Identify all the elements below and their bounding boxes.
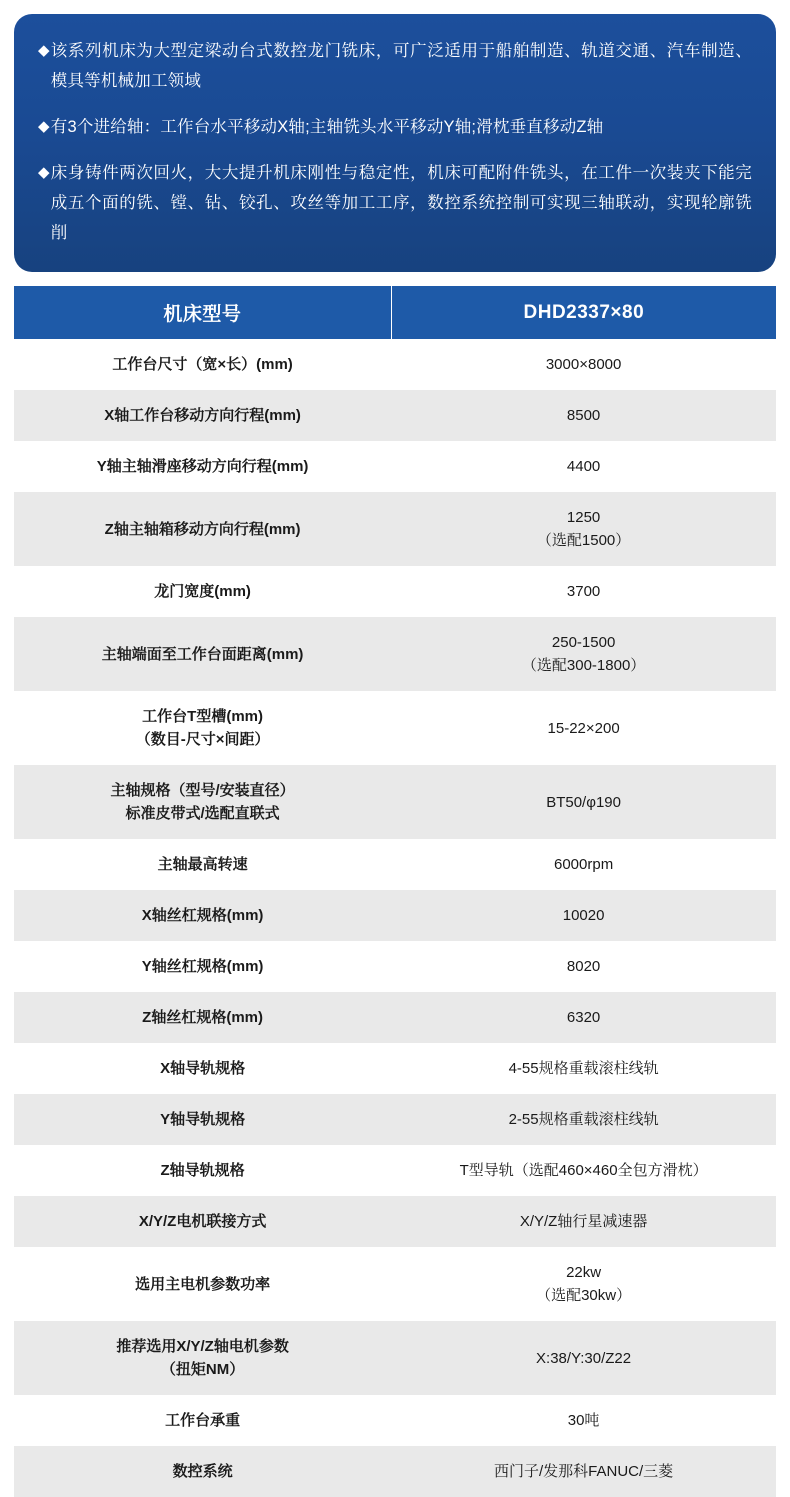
spec-table-row [14, 992, 776, 1043]
intro-item-text: 有3个进给轴：工作台水平移动X轴;主轴铣头水平移动Y轴;滑枕垂直移动Z轴 [50, 118, 604, 136]
spec-label-cell [14, 1321, 391, 1395]
spec-label-line: Z轴导轨规格 [160, 1162, 245, 1179]
spec-table-row [14, 1094, 776, 1145]
spec-label-line: Y轴导轨规格 [160, 1111, 246, 1128]
intro-item [38, 112, 752, 142]
spec-label-cell [14, 1145, 391, 1196]
spec-label-line: Z轴丝杠规格(mm) [142, 1009, 264, 1026]
spec-value-cell [391, 1196, 776, 1247]
spec-table-header-row [14, 286, 776, 339]
spec-value-line: （选配300-1800） [521, 657, 646, 674]
spec-label-line: Z轴主轴箱移动方向行程(mm) [104, 520, 301, 538]
spec-value-cell [391, 839, 776, 890]
spec-value-line: 2-55规格重载滚柱线轨 [508, 1111, 659, 1128]
spec-label-cell [14, 839, 391, 890]
spec-label-line: 标准皮带式/选配直联式 [125, 805, 280, 822]
spec-value-cell [391, 890, 776, 941]
column-header-model-value: DHD2337×80 [391, 286, 776, 339]
spec-label-cell [14, 691, 391, 765]
spec-table-row [14, 492, 776, 566]
spec-label-cell [14, 765, 391, 839]
spec-table-row [14, 1247, 776, 1321]
spec-table-row [14, 1321, 776, 1395]
specification-table [14, 286, 776, 1497]
spec-value-line: 30吨 [567, 1412, 600, 1429]
spec-value-line: 250-1500 [551, 634, 616, 651]
spec-table-body [14, 339, 776, 1497]
spec-label-cell [14, 992, 391, 1043]
spec-table-row [14, 1145, 776, 1196]
spec-table-row [14, 617, 776, 691]
spec-value-line: 3000×8000 [545, 356, 622, 373]
spec-value-cell [391, 1145, 776, 1196]
spec-value-cell [391, 765, 776, 839]
spec-table-row [14, 566, 776, 617]
spec-label-line: 工作台承重 [165, 1412, 241, 1429]
spec-label-line: Y轴丝杠规格(mm) [141, 958, 264, 975]
spec-table-row [14, 1196, 776, 1247]
spec-table-row [14, 1043, 776, 1094]
spec-value-cell [391, 941, 776, 992]
spec-label-line: X轴工作台移动方向行程(mm) [104, 407, 301, 424]
spec-value-line: 22kw [566, 1264, 602, 1281]
intro-panel [14, 14, 776, 272]
spec-label-line: X轴导轨规格 [160, 1060, 246, 1077]
spec-value-cell [391, 441, 776, 492]
spec-label-cell [14, 1446, 391, 1497]
spec-label-line: Y轴主轴滑座移动方向行程(mm) [96, 458, 309, 475]
spec-label-line: 主轴规格（型号/安装直径） [110, 782, 295, 799]
spec-label-line: X/Y/Z电机联接方式 [138, 1213, 267, 1230]
spec-value-line: 8500 [566, 407, 601, 424]
spec-table-row [14, 941, 776, 992]
spec-value-cell [391, 339, 776, 390]
spec-value-cell [391, 992, 776, 1043]
intro-item-text: 床身铸件两次回火，大大提升机床刚性与稳定性，机床可配附件铣头，在工件一次装夹下能完成五个面的铣、镗、钻、铰孔、攻丝等加工工序，数控系统控制可实现三轴联动，实现轮廓铣削 [50, 164, 752, 242]
spec-table-row [14, 765, 776, 839]
spec-value-line: 8020 [566, 958, 601, 975]
spec-label-cell [14, 566, 391, 617]
spec-value-line: 3700 [566, 583, 601, 600]
diamond-bullet-icon: ◆ [38, 118, 50, 135]
spec-table-row [14, 890, 776, 941]
spec-label-cell [14, 1043, 391, 1094]
spec-value-line: 西门子/发那科FANUC/三菱 [494, 1463, 674, 1480]
spec-value-cell [391, 390, 776, 441]
spec-label-cell [14, 1094, 391, 1145]
spec-label-line: 主轴最高转速 [157, 856, 248, 873]
spec-value-line: 4400 [566, 458, 601, 475]
spec-label-line: 数控系统 [172, 1463, 233, 1480]
spec-label-cell [14, 339, 391, 390]
spec-value-line: BT50/φ190 [546, 793, 621, 811]
spec-label-line: 推荐选用X/Y/Z轴电机参数 [116, 1338, 289, 1355]
diamond-bullet-icon: ◆ [38, 164, 50, 181]
diamond-bullet-icon: ◆ [38, 42, 50, 59]
spec-table-row [14, 839, 776, 890]
spec-value-cell [391, 1395, 776, 1446]
spec-label-cell [14, 441, 391, 492]
spec-table-row [14, 1395, 776, 1446]
spec-label-line: X轴丝杠规格(mm) [141, 907, 264, 924]
spec-value-cell [391, 1043, 776, 1094]
spec-table-row [14, 691, 776, 765]
column-header-model-name: 机床型号 [14, 286, 391, 339]
spec-value-cell [391, 1321, 776, 1395]
spec-label-cell [14, 1196, 391, 1247]
spec-value-line: 15-22×200 [547, 719, 620, 737]
spec-value-line: 4-55规格重载滚柱线轨 [508, 1060, 659, 1077]
spec-label-cell [14, 941, 391, 992]
intro-item-text: 该系列机床为大型定梁动台式数控龙门铣床，可广泛适用于船舶制造、轨道交通、汽车制造、模具等机械加工领域 [50, 42, 752, 90]
spec-table-row [14, 390, 776, 441]
spec-value-cell [391, 566, 776, 617]
spec-table-row [14, 441, 776, 492]
spec-label-line: 选用主电机参数功率 [135, 1275, 271, 1293]
spec-value-line: （选配30kw） [536, 1287, 632, 1304]
spec-value-line: X:38/Y:30/Z22 [536, 1349, 632, 1367]
spec-value-cell [391, 1446, 776, 1497]
intro-item [38, 158, 752, 248]
spec-value-cell [391, 492, 776, 566]
spec-label-cell [14, 617, 391, 691]
spec-label-line: 工作台T型槽(mm) [142, 708, 264, 725]
spec-label-cell [14, 492, 391, 566]
spec-value-line: T型导轨（选配460×460全包方滑枕） [459, 1162, 708, 1179]
spec-table-row [14, 339, 776, 390]
spec-value-line: 1250 [566, 509, 601, 526]
spec-value-line: （选配1500） [536, 532, 631, 549]
spec-label-line: 工作台尺寸（宽×长）(mm) [112, 356, 293, 373]
spec-value-line: X/Y/Z轴行星减速器 [519, 1213, 648, 1230]
spec-value-cell [391, 1247, 776, 1321]
spec-label-cell [14, 1395, 391, 1446]
spec-value-cell [391, 617, 776, 691]
spec-label-line: 龙门宽度(mm) [154, 583, 251, 600]
intro-item [38, 36, 752, 96]
spec-value-line: 10020 [562, 907, 605, 924]
intro-list [38, 36, 752, 248]
spec-label-cell [14, 1247, 391, 1321]
spec-value-line: 6320 [566, 1009, 601, 1026]
spec-value-line: 6000rpm [553, 856, 614, 873]
spec-value-cell [391, 691, 776, 765]
spec-label-line: （扭矩NM） [160, 1361, 245, 1378]
spec-table-head [14, 286, 776, 339]
spec-value-cell [391, 1094, 776, 1145]
spec-label-cell [14, 890, 391, 941]
spec-table-row [14, 1446, 776, 1497]
spec-label-cell [14, 390, 391, 441]
spec-label-line: 主轴端面至工作台面距离(mm) [101, 645, 304, 663]
spec-label-line: （数目-尺寸×间距） [135, 731, 270, 748]
